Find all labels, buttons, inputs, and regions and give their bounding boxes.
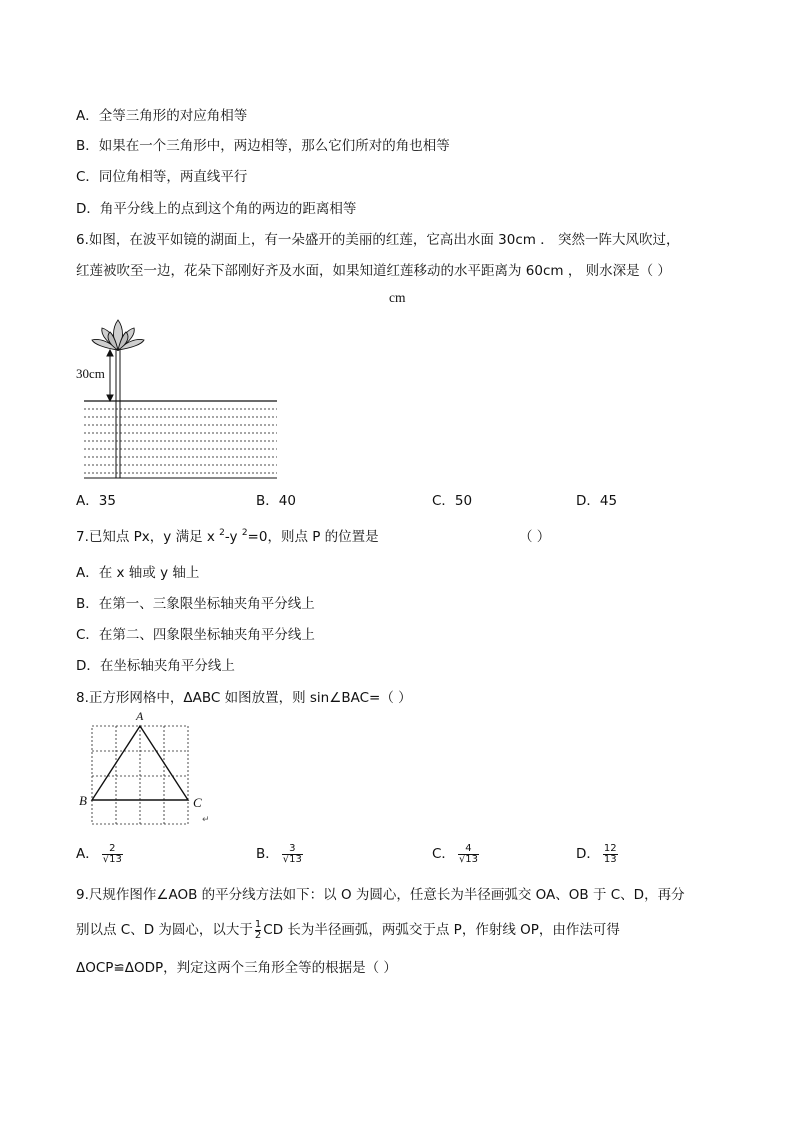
q7-stem [76,525,379,545]
vertex-label-a: A [136,709,144,723]
q8-option-a [76,842,123,865]
q8-option-d-prefix: D． [576,846,600,862]
q8-option-b [256,842,303,865]
q9-line2-prefix: 别以点 C、D 为圆心，以大于 [76,922,253,938]
q8-option-c-num: 4 [458,844,479,855]
q7-sup1: 2 [219,528,225,538]
q7-stem-mid: -y [224,529,242,545]
q7-stem-suffix: =0，则点 P 的位置是 [247,529,379,545]
q5-option-d: D．角平分线上的点到这个角的两边的距离相等 [76,201,357,217]
triangle-grid-figure [76,708,216,830]
q6-option-a: A．35 [76,493,116,509]
q9-frac-num: 1 [254,918,262,930]
q7-option-c: C．在第二、四象限坐标轴夹角平分线上 [76,627,315,643]
q9-stem-line2 [76,918,620,941]
q5-option-c: C．同位角相等，两直线平行 [76,169,248,185]
q5-option-a: A．全等三角形的对应角相等 [76,108,248,124]
q6-option-c: C．50 [432,493,473,509]
q8-option-d [576,842,618,865]
q7-paren: （ ） [519,529,551,545]
q8-option-b-den: √13 [282,853,302,865]
vertex-label-c: C [193,795,202,810]
q6-option-d: D．45 [576,493,618,509]
lotus-flower [92,320,144,350]
q6-option-b: B．40 [256,493,296,509]
q7-sup2: 2 [241,528,248,538]
q8-stem: 8.正方形网格中，ΔABC 如图放置，则 sin∠BAC=（ ） [76,690,412,706]
q9-frac-den: 2 [254,929,262,941]
q8-option-c-den: √13 [458,853,479,865]
q8-option-c [432,842,479,865]
q6-stem-line1: 6.如图，在波平如镜的湖面上，有一朵盛开的美丽的红莲，它高出水面 30cm ． 突然一阵大风吹过， [76,232,680,248]
height-arrow [107,350,113,401]
q9-stem-line1: 9.尺规作图作∠AOB 的平分线方法如下：以 O 为圆心，任意长为半径画弧交 OA、OB 于 C、D，再分 [76,887,685,903]
q6-unit: cm [389,290,406,305]
q8-option-d-den: 13 [603,853,617,865]
q9-line2-suffix: CD 长为半径画弧，两弧交于点 P，作射线 OP，由作法可得 [263,922,620,938]
lotus-figure [74,314,284,484]
q8-option-b-num: 3 [282,844,303,855]
q8-option-a-prefix: A． [76,846,99,862]
q8-option-a-num: 2 [102,844,123,855]
vertex-label-b: B [79,793,87,808]
q6-figure-label: 30cm [76,366,105,381]
q6-stem-line2: 红莲被吹至一边，花朵下部刚好齐及水面，如果知道红莲移动的水平距离为 60cm ， 则水深是（ ） [76,263,671,279]
q8-option-b-prefix: B． [256,846,279,862]
q8-option-c-prefix: C． [432,846,455,862]
q7-option-b: B．在第一、三象限坐标轴夹角平分线上 [76,596,315,612]
q5-option-b: B．如果在一个三角形中，两边相等，那么它们所对的角也相等 [76,138,450,154]
q7-option-a: A．在 x 轴或 y 轴上 [76,565,200,581]
q8-option-a-den: √13 [102,853,122,865]
return-mark-icon: ↵ [202,815,210,825]
q7-stem-prefix: 7.已知点 Px，y 满足 x [76,529,220,545]
q9-stem-line3: ΔOCP≌ΔODP，判定这两个三角形全等的根据是（ ） [76,960,397,976]
q7-option-d: D．在坐标轴夹角平分线上 [76,658,235,674]
q8-option-d-num: 12 [603,842,617,854]
